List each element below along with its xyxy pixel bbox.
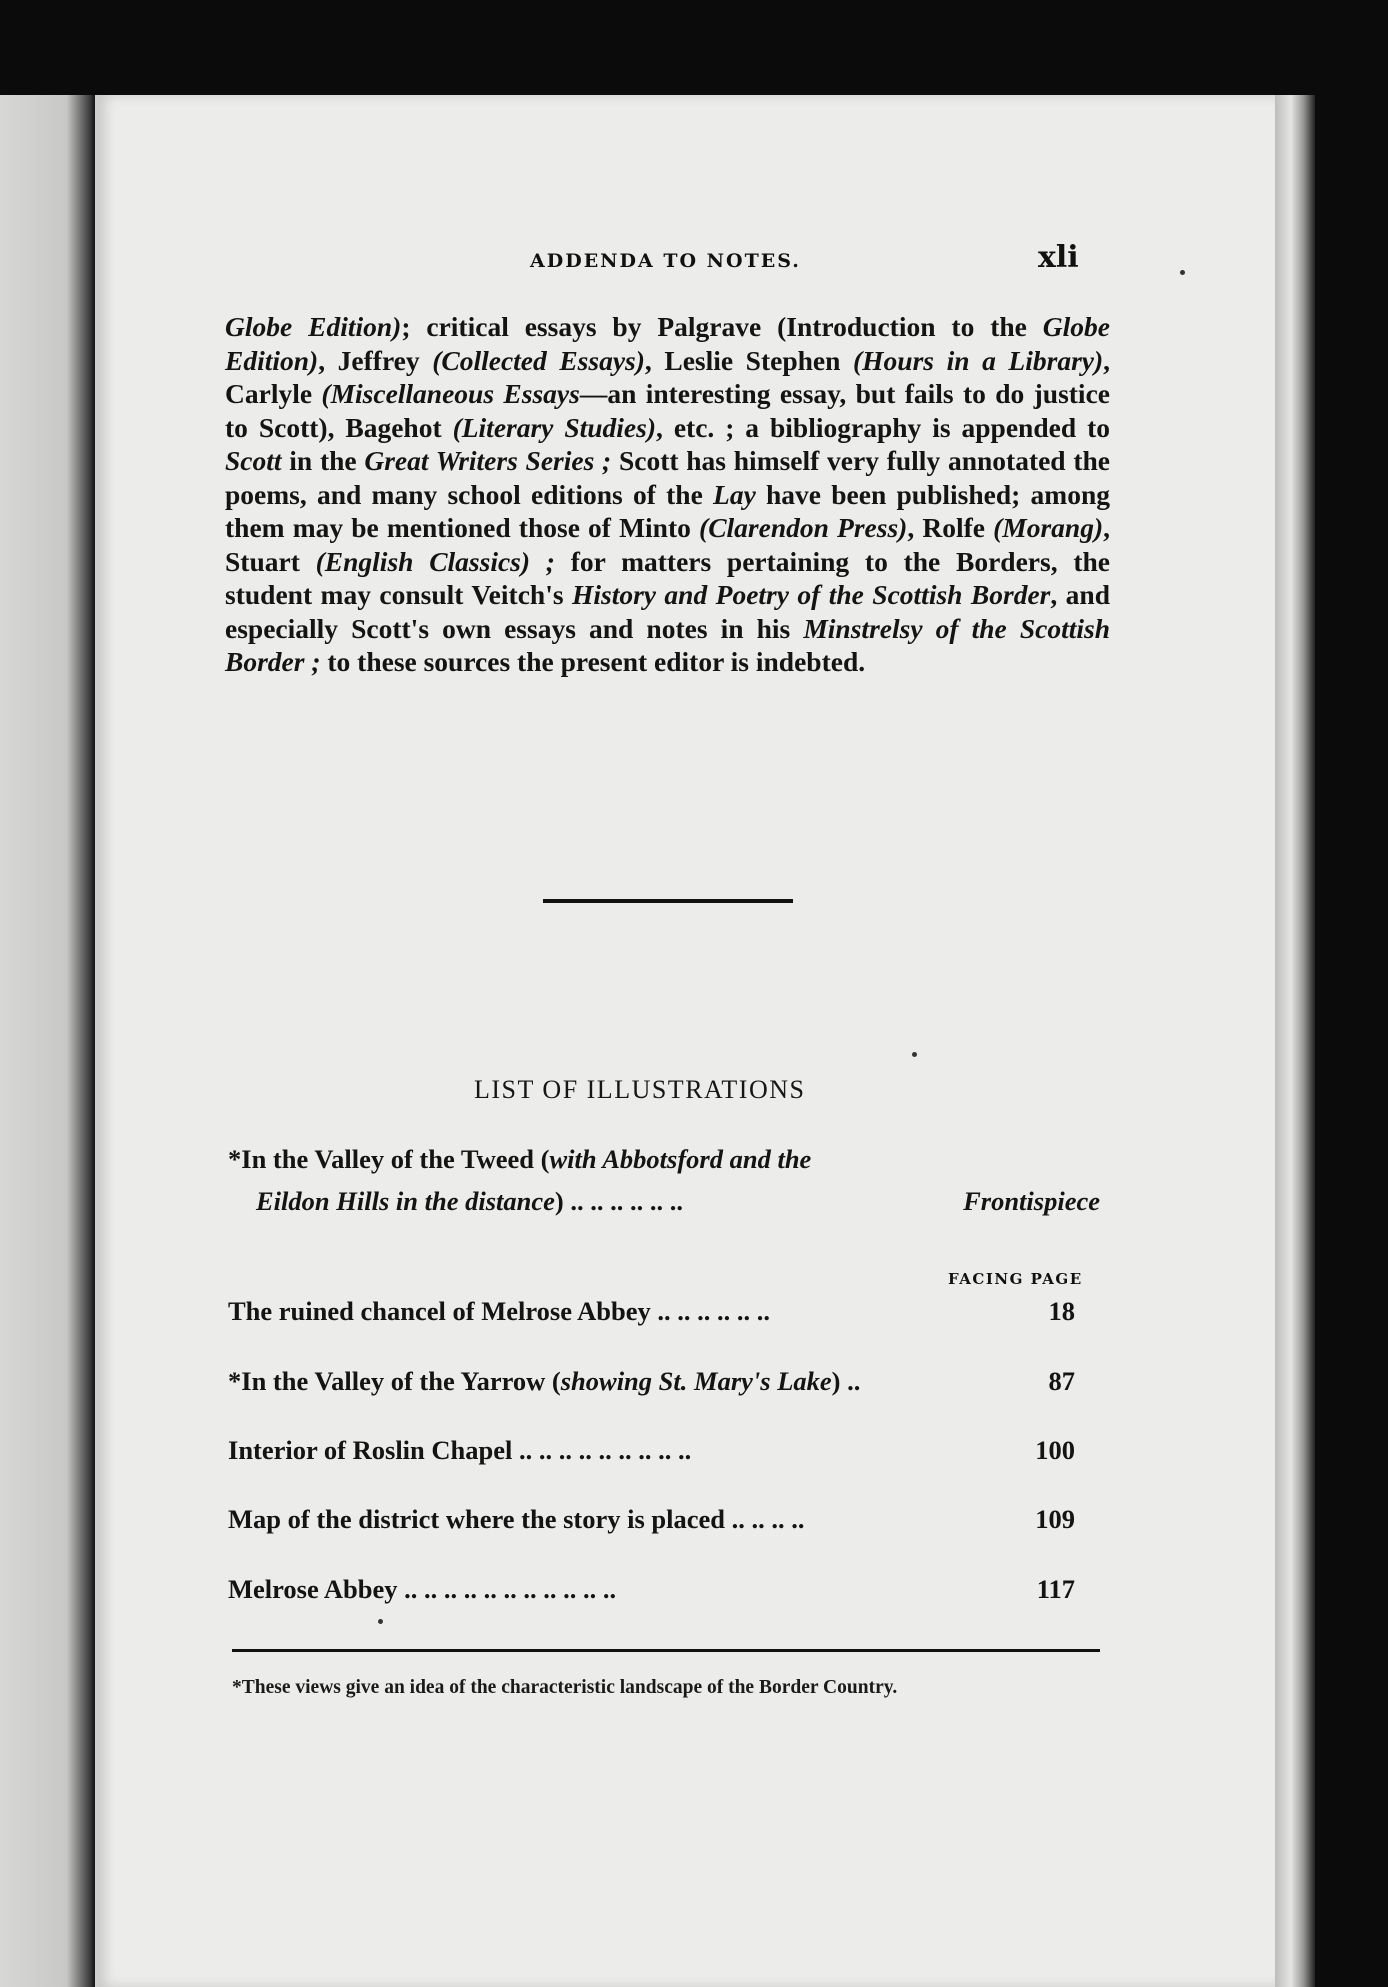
page-edge-stack [1275, 95, 1315, 1987]
footnote-rule [232, 1649, 1100, 1652]
illustrations-title: LIST OF ILLUSTRATIONS [474, 1075, 806, 1104]
speck-mark [378, 1619, 383, 1624]
footnote: *These views give an idea of the characteristic landscape of the Border Country. [232, 1677, 898, 1698]
facing-page-header: FACING PAGE [948, 1270, 1083, 1288]
section-divider [543, 899, 793, 903]
speck-mark [1180, 270, 1185, 275]
frontispiece-label: Frontispiece [963, 1186, 1100, 1216]
speck-mark [912, 1052, 917, 1057]
running-head: ADDENDA TO NOTES. [530, 250, 801, 272]
addenda-paragraph: Globe Edition); critical essays by Palgrave (Introduction to the Globe Edition), Jeffrey (Collected Essays), Leslie Stephen (Hours in a Library), Carlyle (Miscellaneous Essays—an interesting essay, but fails to do justice to Scott), Bagehot (Literary Studies), etc. ; a bibliography is appended to Scott in the Great Writers Series ; Scott has himself very fully annotated the poems, and many school editions of the Lay have been published; among them may be mentioned those of Minto (Clarendon Press), Rolfe (Morang), Stuart (English Classics) ; for matters pertaining to the Borders, the student may consult Veitch's History and Poetry of the Scottish Border, and especially Scott's own essays and notes in his Minstrelsy of the Scottish Border ; to these sources the present editor is indebted. [225, 311, 1111, 677]
facing-page-edge [0, 95, 95, 1987]
page-number: xli [1038, 240, 1079, 275]
